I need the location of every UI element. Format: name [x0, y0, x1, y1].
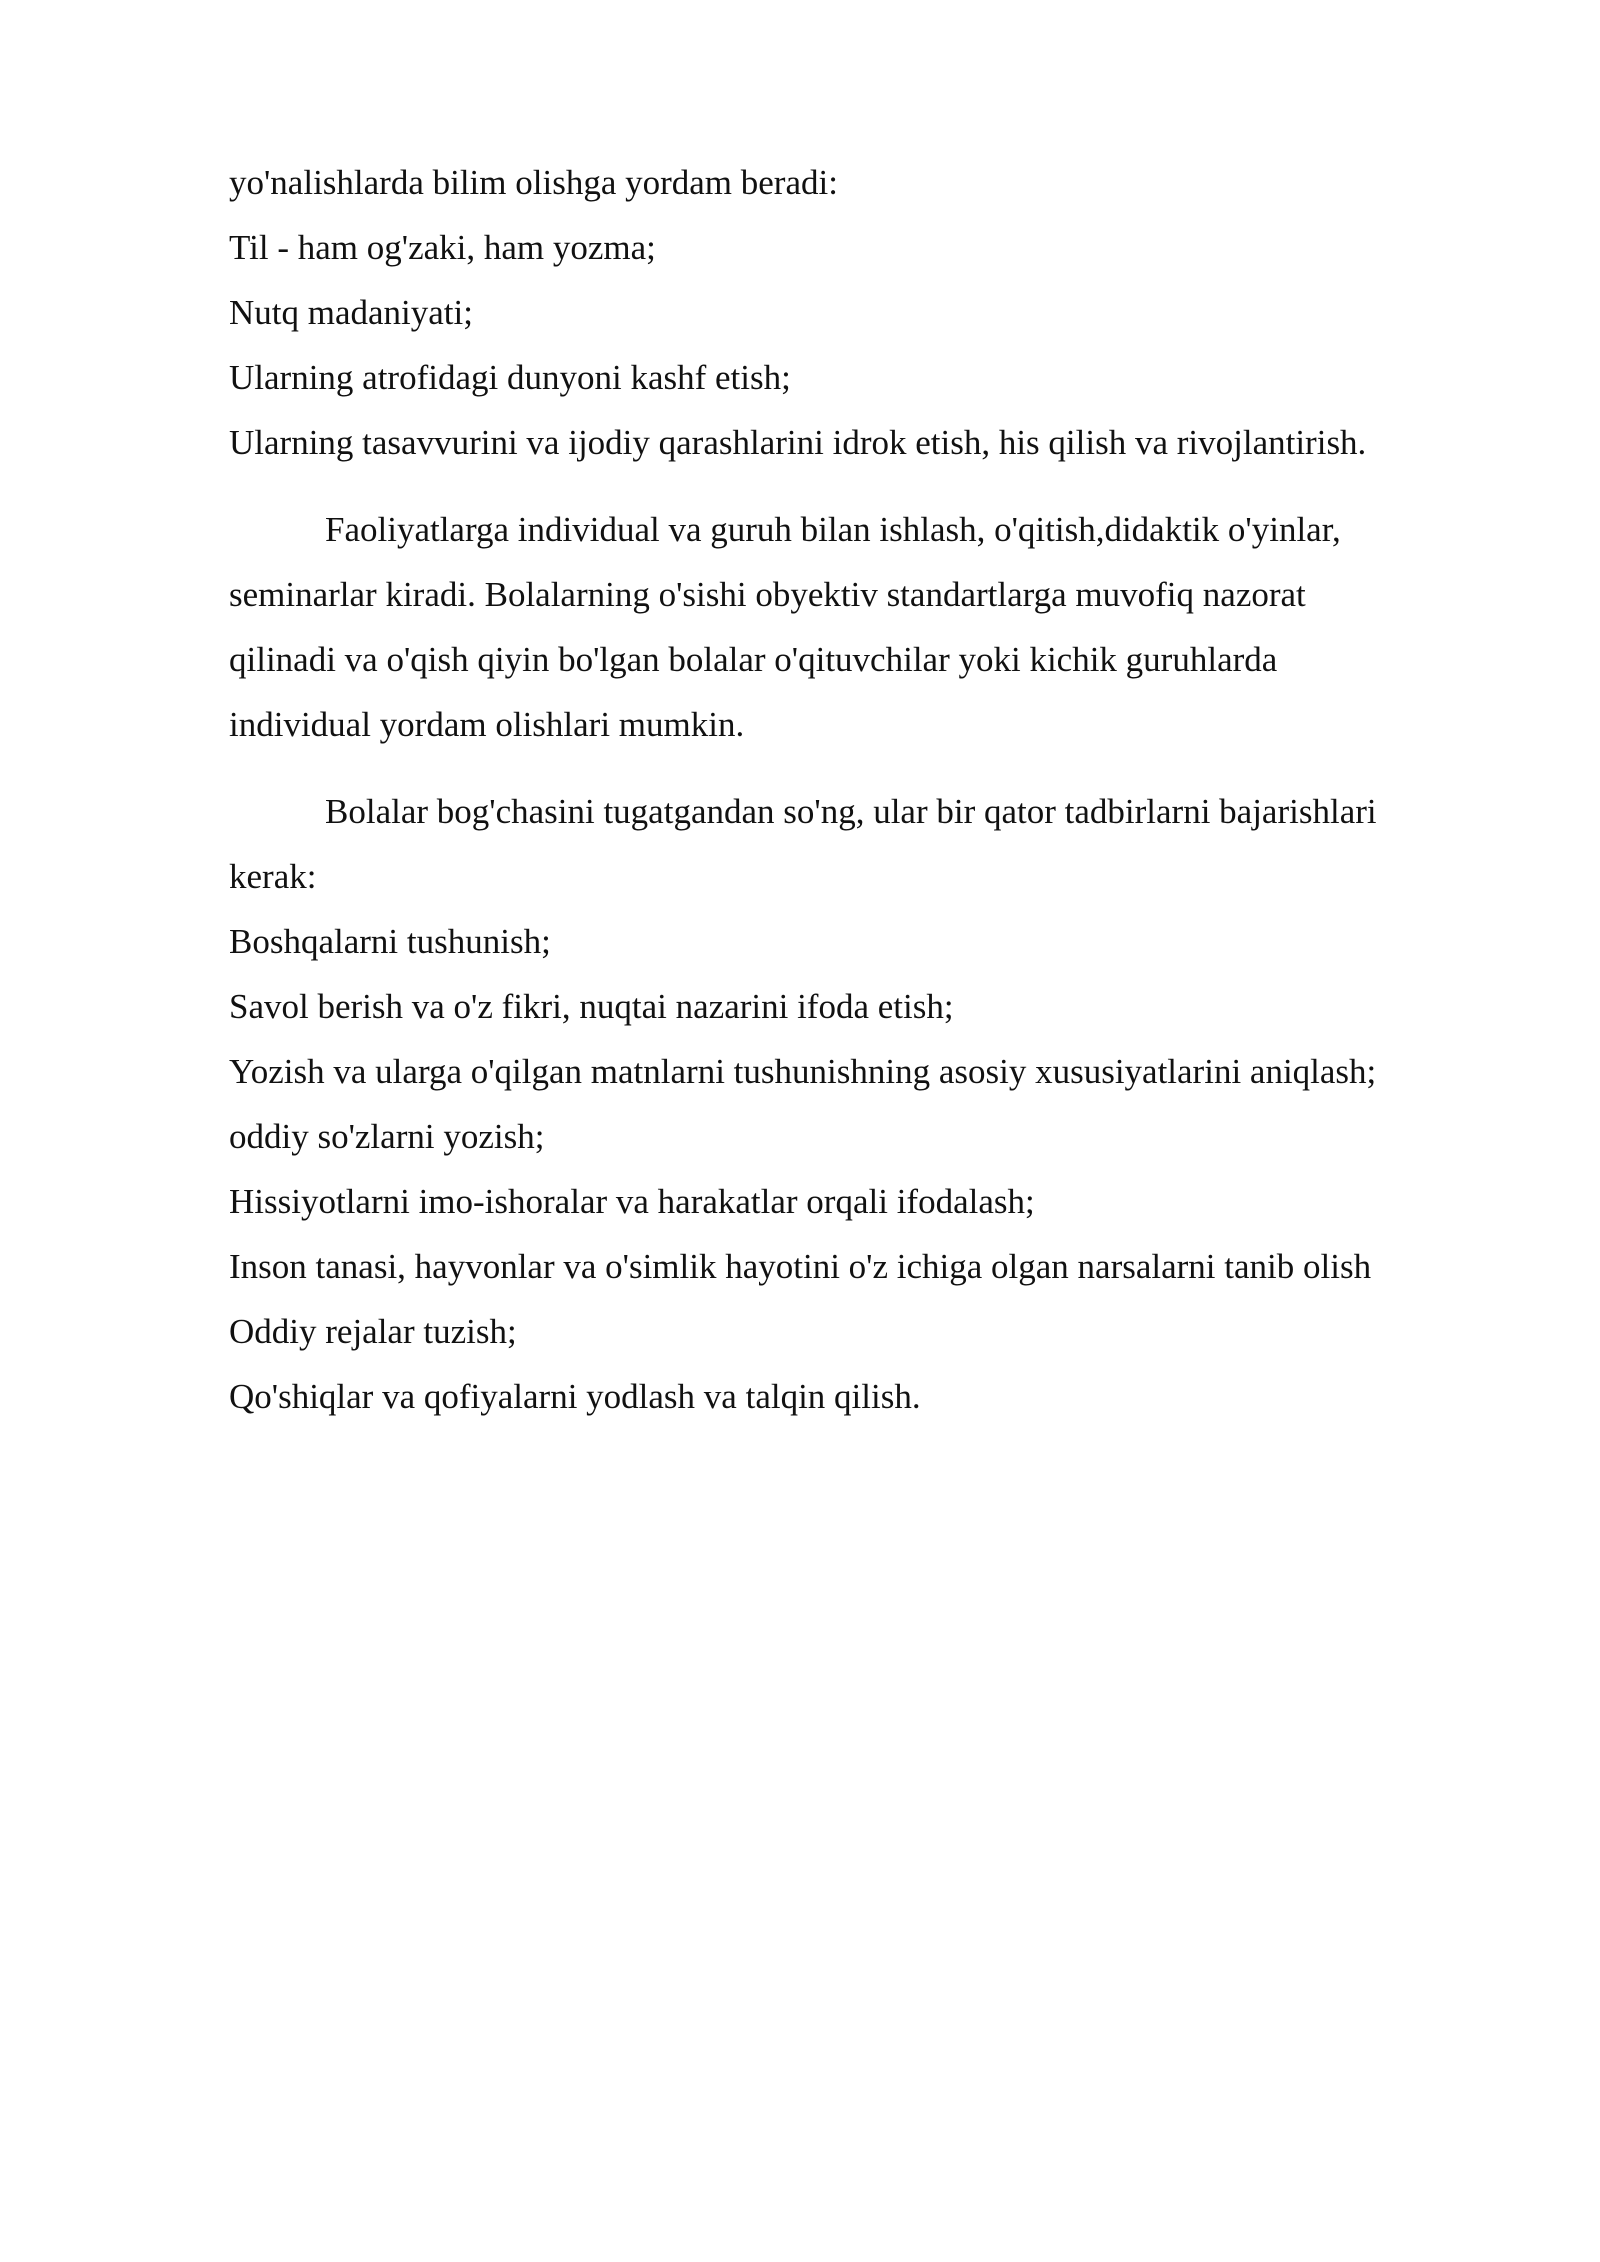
paragraph-line: individual yordam olishlari mumkin.: [229, 705, 745, 744]
list-item: oddiy so'zlarni yozish;: [229, 1117, 545, 1156]
intro-line: Til - ham og'zaki, ham yozma;: [229, 228, 656, 267]
paragraph-line: kerak:: [229, 857, 317, 896]
paragraph-line: qilinadi va o'qish qiyin bo'lgan bolalar o'qituvchilar yoki kichik guruhlarda: [229, 640, 1278, 679]
list-item: Hissiyotlarni imo-ishoralar va harakatlar orqali ifodalash;: [229, 1182, 1035, 1221]
intro-line: Nutq madaniyati;: [229, 293, 473, 332]
document-body: [229, 150, 1489, 1429]
requirements-list: [229, 909, 1489, 1429]
paragraph-line: Bolalar bog'chasini tugatgandan so'ng, ular bir qator tadbirlarni bajarishlari: [325, 792, 1377, 831]
list-item: Yozish va ularga o'qilgan matnlarni tushunishning asosiy xususiyatlarini aniqlash;: [229, 1052, 1377, 1091]
paragraph-line: Faoliyatlarga individual va guruh bilan ishlash, o'qitish,didaktik o'yinlar,: [325, 510, 1341, 549]
paragraph-requirements: [229, 779, 1489, 909]
list-item: Savol berish va o'z fikri, nuqtai nazarini ifoda etish;: [229, 987, 954, 1026]
paragraph-line: seminarlar kiradi. Bolalarning o'sishi obyektiv standartlarga muvofiq nazorat: [229, 575, 1306, 614]
list-item: Boshqalarni tushunish;: [229, 922, 551, 961]
intro-line: yo'nalishlarda bilim olishga yordam beradi:: [229, 163, 838, 202]
intro-line: Ularning tasavvurini va ijodiy qarashlarini idrok etish, his qilish va rivojlantirish.: [229, 423, 1367, 462]
intro-list: [229, 150, 1489, 475]
list-item: Qo'shiqlar va qofiyalarni yodlash va talqin qilish.: [229, 1377, 921, 1416]
list-item: Inson tanasi, hayvonlar va o'simlik hayotini o'z ichiga olgan narsalarni tanib olish: [229, 1247, 1372, 1286]
intro-line: Ularning atrofidagi dunyoni kashf etish;: [229, 358, 791, 397]
paragraph-activities: [229, 497, 1489, 757]
list-item: Oddiy rejalar tuzish;: [229, 1312, 517, 1351]
